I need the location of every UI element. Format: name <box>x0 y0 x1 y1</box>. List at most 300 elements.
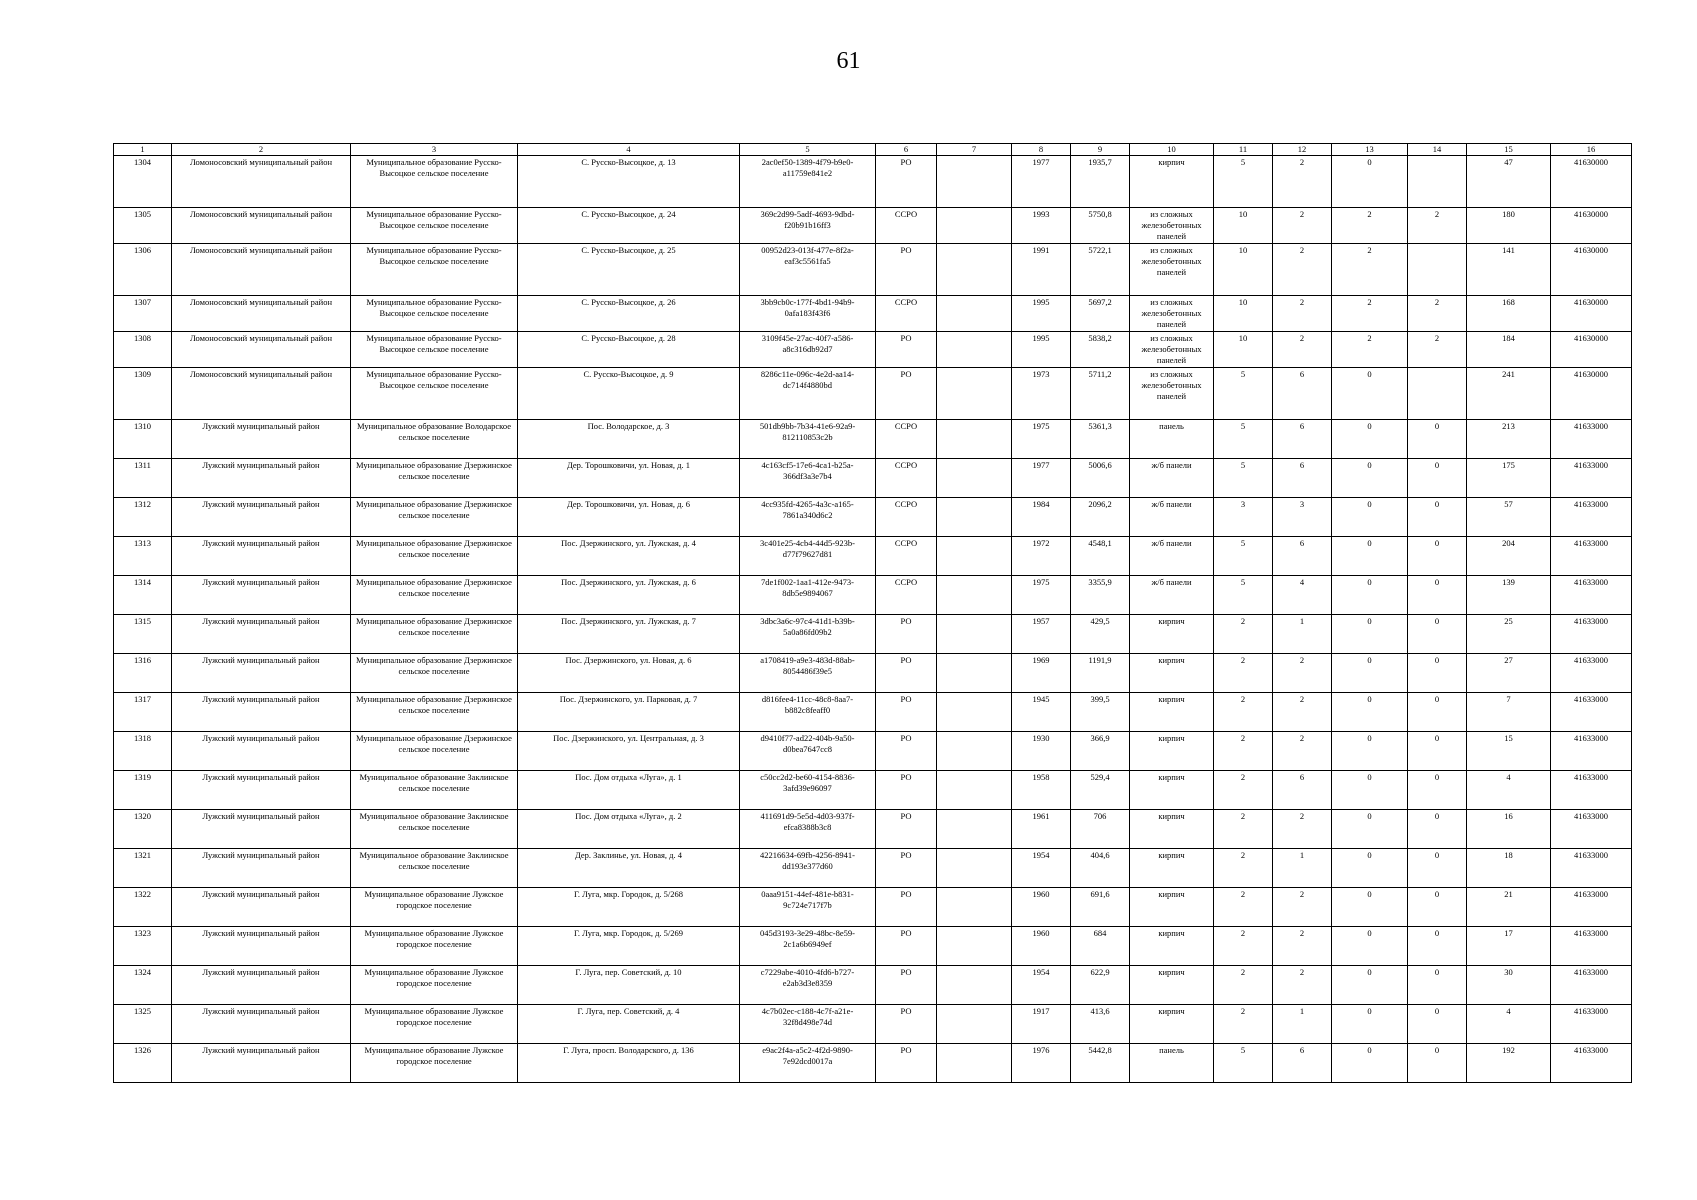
table-row <box>114 498 1632 537</box>
table-cell-col-1: 1309 <box>114 368 172 420</box>
table-cell-col-5: 42216634-69fb-4256-8941-dd193e377d60 <box>740 849 876 888</box>
table-cell-col-10: кирпич <box>1130 810 1214 849</box>
table-cell-col-14: 0 <box>1408 654 1467 693</box>
table-cell-col-12: 1 <box>1273 1005 1332 1044</box>
table-cell-col-11: 2 <box>1214 849 1273 888</box>
table-cell-col-9: 404,6 <box>1071 849 1130 888</box>
table-cell-col-9: 3355,9 <box>1071 576 1130 615</box>
table-cell-col-13: 0 <box>1332 693 1408 732</box>
table-cell-col-5: 045d3193-3e29-48bc-8e59-2c1a6b6949ef <box>740 927 876 966</box>
table-cell-col-10: кирпич <box>1130 771 1214 810</box>
table-cell-col-7 <box>937 888 1012 927</box>
table-cell-col-6: РО <box>876 693 937 732</box>
table-cell-col-14: 0 <box>1408 732 1467 771</box>
table-cell-col-7 <box>937 849 1012 888</box>
table-cell-col-9: 1935,7 <box>1071 156 1130 208</box>
table-cell-col-4: Дер. Заклинье, ул. Новая, д. 4 <box>518 849 740 888</box>
table-cell-col-3: Муниципальное образование Заклинское сельское поселение <box>351 849 518 888</box>
table-cell-col-11: 10 <box>1214 332 1273 368</box>
table-cell-col-9: 429,5 <box>1071 615 1130 654</box>
table-cell-col-13: 0 <box>1332 849 1408 888</box>
table-cell-col-7 <box>937 156 1012 208</box>
table-cell-col-16: 41633000 <box>1551 459 1632 498</box>
column-header-2: 2 <box>172 144 351 156</box>
table-cell-col-8: 1995 <box>1012 296 1071 332</box>
table-cell-col-3: Муниципальное образование Дзержинское сельское поселение <box>351 459 518 498</box>
table-cell-col-8: 1984 <box>1012 498 1071 537</box>
table-cell-col-8: 1973 <box>1012 368 1071 420</box>
table-cell-col-13: 0 <box>1332 615 1408 654</box>
table-cell-col-11: 5 <box>1214 576 1273 615</box>
table-cell-col-2: Лужский муниципальный район <box>172 849 351 888</box>
table-cell-col-10: ж/б панели <box>1130 498 1214 537</box>
table-cell-col-15: 204 <box>1467 537 1551 576</box>
table-cell-col-3: Муниципальное образование Русско-Высоцкое сельское поселение <box>351 368 518 420</box>
table-row <box>114 615 1632 654</box>
table-cell-col-15: 57 <box>1467 498 1551 537</box>
table-cell-col-15: 18 <box>1467 849 1551 888</box>
table-cell-col-3: Муниципальное образование Дзержинское сельское поселение <box>351 693 518 732</box>
table-cell-col-5: 00952d23-013f-477e-8f2a-eaf3c5561fa5 <box>740 244 876 296</box>
table-row <box>114 244 1632 296</box>
table-cell-col-2: Лужский муниципальный район <box>172 810 351 849</box>
table-cell-col-12: 6 <box>1273 771 1332 810</box>
table-cell-col-10: кирпич <box>1130 156 1214 208</box>
table-cell-col-9: 5750,8 <box>1071 208 1130 244</box>
table-row <box>114 732 1632 771</box>
table-cell-col-15: 213 <box>1467 420 1551 459</box>
table-cell-col-1: 1319 <box>114 771 172 810</box>
table-cell-col-13: 2 <box>1332 332 1408 368</box>
table-cell-col-4: Г. Луга, мкр. Городок, д. 5/268 <box>518 888 740 927</box>
table-cell-col-16: 41633000 <box>1551 576 1632 615</box>
table-cell-col-14: 0 <box>1408 693 1467 732</box>
table-cell-col-8: 1995 <box>1012 332 1071 368</box>
table-cell-col-4: Дер. Торошковичи, ул. Новая, д. 6 <box>518 498 740 537</box>
table-cell-col-4: Пос. Дом отдыха «Луга», д. 1 <box>518 771 740 810</box>
table-cell-col-7 <box>937 1005 1012 1044</box>
table-cell-col-13: 0 <box>1332 576 1408 615</box>
table-cell-col-13: 0 <box>1332 732 1408 771</box>
table-cell-col-14: 0 <box>1408 888 1467 927</box>
table-cell-col-7 <box>937 927 1012 966</box>
table-cell-col-2: Ломоносовский муниципальный район <box>172 156 351 208</box>
table-cell-col-9: 5722,1 <box>1071 244 1130 296</box>
table-row <box>114 459 1632 498</box>
table-cell-col-8: 1960 <box>1012 927 1071 966</box>
table-cell-col-7 <box>937 332 1012 368</box>
table-cell-col-15: 4 <box>1467 1005 1551 1044</box>
table-cell-col-3: Муниципальное образование Дзержинское сельское поселение <box>351 537 518 576</box>
table-cell-col-6: РО <box>876 927 937 966</box>
table-cell-col-16: 41630000 <box>1551 244 1632 296</box>
table-cell-col-12: 6 <box>1273 537 1332 576</box>
table-cell-col-12: 6 <box>1273 368 1332 420</box>
table-cell-col-1: 1308 <box>114 332 172 368</box>
table-cell-col-6: ССРО <box>876 576 937 615</box>
table-cell-col-9: 366,9 <box>1071 732 1130 771</box>
table-cell-col-2: Лужский муниципальный район <box>172 927 351 966</box>
table-cell-col-16: 41633000 <box>1551 537 1632 576</box>
table-cell-col-1: 1304 <box>114 156 172 208</box>
table-cell-col-4: Г. Луга, пер. Советский, д. 4 <box>518 1005 740 1044</box>
table-cell-col-6: РО <box>876 156 937 208</box>
table-cell-col-5: 3dbc3a6c-97c4-41d1-b39b-5a0a86fd09b2 <box>740 615 876 654</box>
table-cell-col-14: 0 <box>1408 966 1467 1005</box>
table-cell-col-8: 1993 <box>1012 208 1071 244</box>
table-cell-col-12: 6 <box>1273 459 1332 498</box>
table-cell-col-6: РО <box>876 1044 937 1083</box>
table-cell-col-15: 7 <box>1467 693 1551 732</box>
table-header <box>114 144 1632 156</box>
table-cell-col-4: Пос. Дом отдыха «Луга», д. 2 <box>518 810 740 849</box>
table-cell-col-7 <box>937 732 1012 771</box>
table-cell-col-10: из сложных железобетонных панелей <box>1130 332 1214 368</box>
table-cell-col-6: РО <box>876 888 937 927</box>
table-cell-col-8: 1972 <box>1012 537 1071 576</box>
table-cell-col-3: Муниципальное образование Лужское городское поселение <box>351 888 518 927</box>
table-cell-col-3: Муниципальное образование Дзержинское сельское поселение <box>351 732 518 771</box>
table-cell-col-2: Лужский муниципальный район <box>172 498 351 537</box>
table-cell-col-14 <box>1408 156 1467 208</box>
table-row <box>114 888 1632 927</box>
table-cell-col-12: 2 <box>1273 693 1332 732</box>
table-cell-col-7 <box>937 420 1012 459</box>
table-cell-col-7 <box>937 810 1012 849</box>
table-cell-col-4: Г. Луга, просп. Володарского, д. 136 <box>518 1044 740 1083</box>
table-cell-col-15: 47 <box>1467 156 1551 208</box>
table-cell-col-4: Пос. Володарское, д. 3 <box>518 420 740 459</box>
table-cell-col-10: кирпич <box>1130 615 1214 654</box>
table-cell-col-6: РО <box>876 966 937 1005</box>
table-cell-col-7 <box>937 693 1012 732</box>
table-cell-col-15: 141 <box>1467 244 1551 296</box>
table-cell-col-13: 0 <box>1332 459 1408 498</box>
table-cell-col-16: 41633000 <box>1551 810 1632 849</box>
table-cell-col-2: Лужский муниципальный район <box>172 966 351 1005</box>
table-cell-col-1: 1320 <box>114 810 172 849</box>
table-cell-col-2: Лужский муниципальный район <box>172 576 351 615</box>
table-cell-col-16: 41633000 <box>1551 693 1632 732</box>
table-cell-col-11: 2 <box>1214 1005 1273 1044</box>
table-cell-col-15: 15 <box>1467 732 1551 771</box>
table-cell-col-8: 1977 <box>1012 156 1071 208</box>
table-cell-col-8: 1917 <box>1012 1005 1071 1044</box>
table-cell-col-15: 16 <box>1467 810 1551 849</box>
table-cell-col-3: Муниципальное образование Русско-Высоцкое сельское поселение <box>351 244 518 296</box>
table-cell-col-16: 41633000 <box>1551 966 1632 1005</box>
table-row <box>114 420 1632 459</box>
table-cell-col-5: 4cc935fd-4265-4a3c-a165-7861a340d6c2 <box>740 498 876 537</box>
table-cell-col-4: С. Русско-Высоцкое, д. 9 <box>518 368 740 420</box>
table-cell-col-5: 4c163cf5-17e6-4ca1-b25a-366df3a3e7b4 <box>740 459 876 498</box>
table-cell-col-12: 2 <box>1273 156 1332 208</box>
table-cell-col-6: РО <box>876 332 937 368</box>
table-cell-col-14: 0 <box>1408 810 1467 849</box>
table-cell-col-10: ж/б панели <box>1130 537 1214 576</box>
table-cell-col-9: 691,6 <box>1071 888 1130 927</box>
column-header-7: 7 <box>937 144 1012 156</box>
table-cell-col-4: Г. Луга, мкр. Городок, д. 5/269 <box>518 927 740 966</box>
table-cell-col-3: Муниципальное образование Лужское городское поселение <box>351 927 518 966</box>
column-header-10: 10 <box>1130 144 1214 156</box>
table-cell-col-9: 5697,2 <box>1071 296 1130 332</box>
table-cell-col-9: 399,5 <box>1071 693 1130 732</box>
table-cell-col-11: 5 <box>1214 368 1273 420</box>
table-cell-col-4: С. Русско-Высоцкое, д. 25 <box>518 244 740 296</box>
table-cell-col-1: 1307 <box>114 296 172 332</box>
table-row <box>114 368 1632 420</box>
table-cell-col-9: 1191,9 <box>1071 654 1130 693</box>
table-cell-col-16: 41633000 <box>1551 498 1632 537</box>
table-cell-col-9: 5711,2 <box>1071 368 1130 420</box>
table-row <box>114 654 1632 693</box>
table-cell-col-2: Лужский муниципальный район <box>172 459 351 498</box>
table-cell-col-10: кирпич <box>1130 927 1214 966</box>
table-cell-col-2: Лужский муниципальный район <box>172 420 351 459</box>
table-cell-col-9: 5838,2 <box>1071 332 1130 368</box>
table-cell-col-15: 25 <box>1467 615 1551 654</box>
table-cell-col-14: 0 <box>1408 459 1467 498</box>
table-cell-col-7 <box>937 459 1012 498</box>
table-cell-col-7 <box>937 966 1012 1005</box>
table-cell-col-9: 5006,6 <box>1071 459 1130 498</box>
table-cell-col-5: d816fee4-11cc-48c8-8aa7-b882c8feaff0 <box>740 693 876 732</box>
table-cell-col-12: 2 <box>1273 966 1332 1005</box>
table-cell-col-4: Пос. Дзержинского, ул. Лужская, д. 4 <box>518 537 740 576</box>
table-cell-col-2: Ломоносовский муниципальный район <box>172 332 351 368</box>
column-header-1: 1 <box>114 144 172 156</box>
table-cell-col-16: 41633000 <box>1551 1005 1632 1044</box>
table-cell-col-7 <box>937 498 1012 537</box>
table-cell-col-12: 2 <box>1273 208 1332 244</box>
column-header-5: 5 <box>740 144 876 156</box>
table-cell-col-1: 1315 <box>114 615 172 654</box>
table-cell-col-4: Пос. Дзержинского, ул. Лужская, д. 6 <box>518 576 740 615</box>
table-cell-col-10: из сложных железобетонных панелей <box>1130 208 1214 244</box>
table-cell-col-10: панель <box>1130 420 1214 459</box>
table-cell-col-16: 41630000 <box>1551 368 1632 420</box>
table-cell-col-12: 2 <box>1273 332 1332 368</box>
table-row <box>114 208 1632 244</box>
table-row <box>114 927 1632 966</box>
table-cell-col-4: Пос. Дзержинского, ул. Центральная, д. 3 <box>518 732 740 771</box>
table-cell-col-13: 0 <box>1332 888 1408 927</box>
table-cell-col-11: 2 <box>1214 771 1273 810</box>
table-row <box>114 156 1632 208</box>
table-cell-col-6: ССРО <box>876 498 937 537</box>
table-cell-col-10: ж/б панели <box>1130 576 1214 615</box>
table-cell-col-12: 2 <box>1273 888 1332 927</box>
table-cell-col-1: 1322 <box>114 888 172 927</box>
housing-registry-table <box>113 143 1632 1083</box>
table-cell-col-5: 3c401e25-4cb4-44d5-923b-d77f79627d81 <box>740 537 876 576</box>
table-cell-col-4: Г. Луга, пер. Советский, д. 10 <box>518 966 740 1005</box>
table-cell-col-16: 41633000 <box>1551 927 1632 966</box>
table-cell-col-10: из сложных железобетонных панелей <box>1130 296 1214 332</box>
table-cell-col-8: 1975 <box>1012 576 1071 615</box>
table-cell-col-16: 41633000 <box>1551 615 1632 654</box>
header-row <box>114 144 1632 156</box>
table-cell-col-16: 41633000 <box>1551 1044 1632 1083</box>
table-cell-col-8: 1954 <box>1012 849 1071 888</box>
table-cell-col-16: 41630000 <box>1551 156 1632 208</box>
table-cell-col-2: Лужский муниципальный район <box>172 1005 351 1044</box>
table-cell-col-4: Пос. Дзержинского, ул. Лужская, д. 7 <box>518 615 740 654</box>
table-cell-col-11: 5 <box>1214 156 1273 208</box>
table-cell-col-3: Муниципальное образование Заклинское сельское поселение <box>351 810 518 849</box>
table-row <box>114 966 1632 1005</box>
table-cell-col-3: Муниципальное образование Лужское городское поселение <box>351 966 518 1005</box>
table-cell-col-14 <box>1408 244 1467 296</box>
table-cell-col-5: 369c2d99-5adf-4693-9dbd-f20b91b16ff3 <box>740 208 876 244</box>
table-cell-col-11: 10 <box>1214 208 1273 244</box>
column-header-9: 9 <box>1071 144 1130 156</box>
column-header-6: 6 <box>876 144 937 156</box>
table-cell-col-16: 41630000 <box>1551 208 1632 244</box>
table-cell-col-5: a1708419-a9e3-483d-88ab-8054486f39e5 <box>740 654 876 693</box>
table-cell-col-12: 2 <box>1273 810 1332 849</box>
table-row <box>114 296 1632 332</box>
table-cell-col-12: 2 <box>1273 244 1332 296</box>
table-cell-col-2: Лужский муниципальный район <box>172 537 351 576</box>
table-cell-col-13: 0 <box>1332 537 1408 576</box>
table-cell-col-6: РО <box>876 615 937 654</box>
table-row <box>114 810 1632 849</box>
table-cell-col-2: Лужский муниципальный район <box>172 615 351 654</box>
table-cell-col-16: 41633000 <box>1551 732 1632 771</box>
table-cell-col-14: 0 <box>1408 615 1467 654</box>
table-cell-col-1: 1305 <box>114 208 172 244</box>
table-cell-col-5: d9410f77-ad22-404b-9a50-d0bea7647cc8 <box>740 732 876 771</box>
table-cell-col-8: 1954 <box>1012 966 1071 1005</box>
table-cell-col-4: С. Русско-Высоцкое, д. 24 <box>518 208 740 244</box>
table-cell-col-9: 413,6 <box>1071 1005 1130 1044</box>
table-cell-col-5: 501db9bb-7b34-41e6-92a9-812110853c2b <box>740 420 876 459</box>
table-cell-col-6: ССРО <box>876 208 937 244</box>
table-cell-col-3: Муниципальное образование Русско-Высоцкое сельское поселение <box>351 332 518 368</box>
table-cell-col-2: Ломоносовский муниципальный район <box>172 244 351 296</box>
table-cell-col-11: 3 <box>1214 498 1273 537</box>
table-cell-col-16: 41633000 <box>1551 420 1632 459</box>
table-cell-col-3: Муниципальное образование Дзержинское сельское поселение <box>351 498 518 537</box>
table-cell-col-6: РО <box>876 810 937 849</box>
table-cell-col-1: 1306 <box>114 244 172 296</box>
table-cell-col-6: РО <box>876 732 937 771</box>
table-cell-col-1: 1321 <box>114 849 172 888</box>
table-cell-col-14: 0 <box>1408 771 1467 810</box>
column-header-3: 3 <box>351 144 518 156</box>
table-cell-col-10: панель <box>1130 1044 1214 1083</box>
table-cell-col-12: 1 <box>1273 849 1332 888</box>
table-cell-col-11: 10 <box>1214 244 1273 296</box>
table-row <box>114 771 1632 810</box>
table-cell-col-10: кирпич <box>1130 849 1214 888</box>
table-cell-col-10: из сложных железобетонных панелей <box>1130 244 1214 296</box>
table-cell-col-8: 1957 <box>1012 615 1071 654</box>
table-cell-col-7 <box>937 296 1012 332</box>
table-cell-col-10: кирпич <box>1130 693 1214 732</box>
table-body <box>114 156 1632 1083</box>
table-cell-col-10: кирпич <box>1130 888 1214 927</box>
table-cell-col-16: 41633000 <box>1551 849 1632 888</box>
table-cell-col-9: 529,4 <box>1071 771 1130 810</box>
table-cell-col-15: 30 <box>1467 966 1551 1005</box>
table-cell-col-8: 1991 <box>1012 244 1071 296</box>
table-cell-col-15: 175 <box>1467 459 1551 498</box>
table-cell-col-2: Ломоносовский муниципальный район <box>172 296 351 332</box>
table-cell-col-14: 2 <box>1408 208 1467 244</box>
table-cell-col-4: С. Русско-Высоцкое, д. 28 <box>518 332 740 368</box>
table-cell-col-1: 1318 <box>114 732 172 771</box>
table-cell-col-7 <box>937 771 1012 810</box>
table-cell-col-6: РО <box>876 771 937 810</box>
table-cell-col-12: 2 <box>1273 927 1332 966</box>
table-cell-col-11: 10 <box>1214 296 1273 332</box>
table-cell-col-12: 1 <box>1273 615 1332 654</box>
table-cell-col-11: 2 <box>1214 693 1273 732</box>
table-cell-col-14: 0 <box>1408 1044 1467 1083</box>
table-row <box>114 1044 1632 1083</box>
table-cell-col-15: 168 <box>1467 296 1551 332</box>
table-cell-col-1: 1310 <box>114 420 172 459</box>
table-cell-col-1: 1317 <box>114 693 172 732</box>
table-cell-col-2: Ломоносовский муниципальный район <box>172 208 351 244</box>
column-header-13: 13 <box>1332 144 1408 156</box>
table-cell-col-1: 1326 <box>114 1044 172 1083</box>
table-cell-col-14: 0 <box>1408 498 1467 537</box>
table-cell-col-4: Дер. Торошковичи, ул. Новая, д. 1 <box>518 459 740 498</box>
table-row <box>114 332 1632 368</box>
table-cell-col-7 <box>937 576 1012 615</box>
table-cell-col-13: 2 <box>1332 244 1408 296</box>
table-cell-col-12: 2 <box>1273 296 1332 332</box>
table-cell-col-8: 1969 <box>1012 654 1071 693</box>
table-cell-col-14: 0 <box>1408 420 1467 459</box>
table-cell-col-12: 3 <box>1273 498 1332 537</box>
table-cell-col-4: С. Русско-Высоцкое, д. 13 <box>518 156 740 208</box>
table-cell-col-14: 0 <box>1408 927 1467 966</box>
table-cell-col-12: 2 <box>1273 732 1332 771</box>
table-cell-col-14: 0 <box>1408 849 1467 888</box>
table-cell-col-7 <box>937 1044 1012 1083</box>
table-cell-col-5: c50cc2d2-be60-4154-8836-3afd39e96097 <box>740 771 876 810</box>
table-cell-col-15: 139 <box>1467 576 1551 615</box>
table-cell-col-15: 192 <box>1467 1044 1551 1083</box>
table-cell-col-8: 1975 <box>1012 420 1071 459</box>
table-cell-col-11: 5 <box>1214 420 1273 459</box>
table-cell-col-11: 5 <box>1214 537 1273 576</box>
table-cell-col-15: 184 <box>1467 332 1551 368</box>
table-cell-col-3: Муниципальное образование Лужское городское поселение <box>351 1044 518 1083</box>
table-cell-col-10: кирпич <box>1130 1005 1214 1044</box>
table-cell-col-2: Ломоносовский муниципальный район <box>172 368 351 420</box>
table-cell-col-8: 1977 <box>1012 459 1071 498</box>
table-cell-col-8: 1958 <box>1012 771 1071 810</box>
table-cell-col-5: 411691d9-5e5d-4d03-937f-efca8388b3c8 <box>740 810 876 849</box>
table-cell-col-3: Муниципальное образование Русско-Высоцкое сельское поселение <box>351 156 518 208</box>
table-cell-col-5: 8286c11e-096c-4e2d-aa14-dc714f4880bd <box>740 368 876 420</box>
table-cell-col-1: 1324 <box>114 966 172 1005</box>
table-row <box>114 576 1632 615</box>
table-cell-col-1: 1316 <box>114 654 172 693</box>
table-cell-col-11: 2 <box>1214 810 1273 849</box>
table-cell-col-3: Муниципальное образование Володарское сельское поселение <box>351 420 518 459</box>
table-cell-col-15: 241 <box>1467 368 1551 420</box>
table-cell-col-2: Лужский муниципальный район <box>172 654 351 693</box>
table-cell-col-11: 2 <box>1214 888 1273 927</box>
table-cell-col-10: кирпич <box>1130 966 1214 1005</box>
